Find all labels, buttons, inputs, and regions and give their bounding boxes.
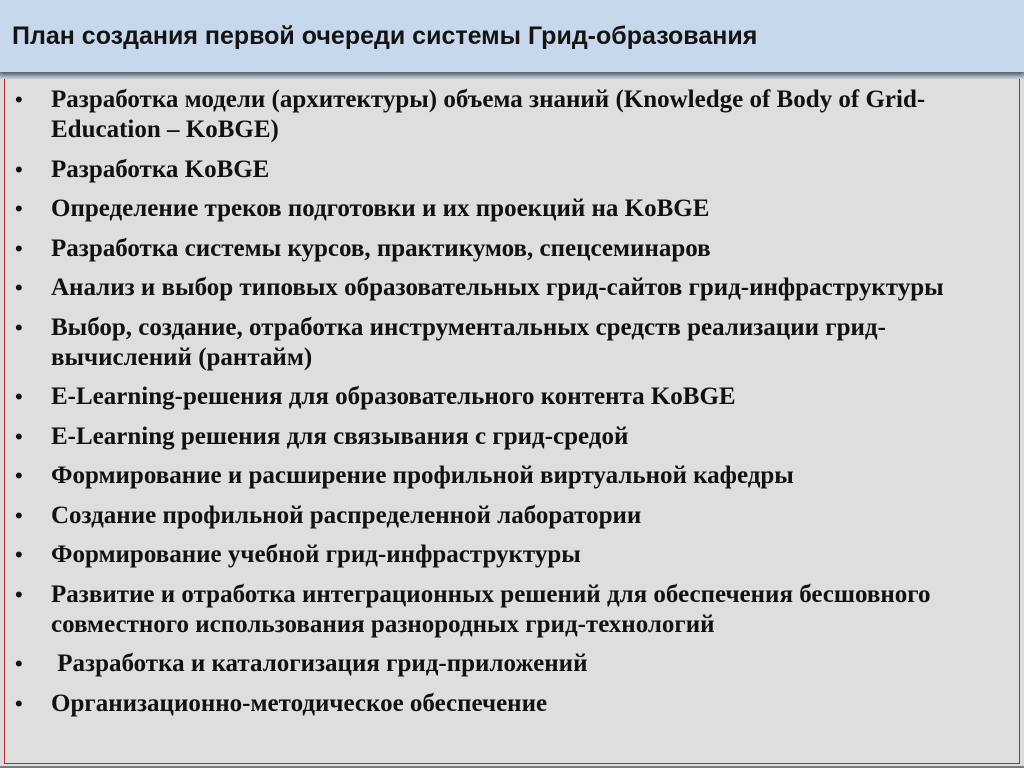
title-divider <box>0 72 1024 79</box>
bullet-item <box>5 155 1017 185</box>
bullet-text: Выбор, создание, отработка инструментальных средств реализации грид-вычислений (рантайм) <box>51 313 886 371</box>
bullet-item <box>5 649 1017 679</box>
bullet-icon: • <box>15 235 23 261</box>
bullet-icon: • <box>15 87 23 112</box>
bullet-text: Анализ и выбор типовых образовательных грид-сайтов грид-инфраструктуры <box>51 274 944 301</box>
bullet-icon: • <box>15 502 23 528</box>
bullet-item <box>5 461 1017 491</box>
bullet-item <box>5 234 1017 264</box>
bullet-icon: • <box>15 314 23 340</box>
bullet-text: Определение треков подготовки и их проекций на KoBGE <box>51 195 710 222</box>
bullet-icon: • <box>15 196 23 221</box>
bullet-text: Формирование и расширение профильной виртуальной кафедры <box>51 462 794 489</box>
bullet-text: E-Learning-решения для образовательного контента KoBGE <box>51 383 736 410</box>
bullet-icon: • <box>15 156 23 182</box>
bullet-text: Развитие и отработка интеграционных решений для обеспечения бесшовного совместного использования разнородных грид-технологий <box>51 580 931 638</box>
bullet-item <box>5 540 1017 570</box>
bullet-item <box>5 580 1017 640</box>
bullet-icon: • <box>15 651 23 676</box>
bullet-item <box>5 422 1017 452</box>
bullet-item <box>5 85 1017 145</box>
bullet-text: Разработка системы курсов, практикумов, спецсеминаров <box>51 234 711 262</box>
bullet-item <box>5 501 1017 531</box>
bullet-item <box>5 382 1017 412</box>
bullet-icon: • <box>15 423 23 449</box>
bullet-item <box>5 194 1017 224</box>
bullet-icon: • <box>15 275 23 300</box>
bullet-text: Организационно-методическое обеспечение <box>51 689 548 717</box>
bullet-icon: • <box>15 463 23 488</box>
slide-title: План создания первой очереди системы Грид-образования <box>12 22 758 50</box>
bullet-text: Разработка и каталогизация грид-приложений <box>51 650 588 677</box>
bullet-item <box>5 273 1017 303</box>
bullet-text: Создание профильной распределенной лаборатории <box>51 501 642 529</box>
bullet-text: E-Learning решения для связывания с грид-средой <box>51 422 629 450</box>
content-panel <box>4 78 1020 764</box>
bullet-item <box>5 313 1017 373</box>
bullet-icon: • <box>15 542 23 567</box>
bullet-icon: • <box>15 690 23 716</box>
bullet-list <box>5 85 1017 728</box>
bullet-icon: • <box>15 581 23 607</box>
bullet-text: Разработка модели (архитектуры) объема знаний (Knowledge of Body of Grid-Education – KoBGE) <box>51 86 926 143</box>
title-bar <box>0 0 1024 72</box>
bullet-item <box>5 689 1017 719</box>
bullet-icon: • <box>15 384 23 409</box>
bullet-text: Разработка KoBGE <box>51 155 270 183</box>
bullet-text: Формирование учебной грид-инфраструктуры <box>51 541 581 568</box>
